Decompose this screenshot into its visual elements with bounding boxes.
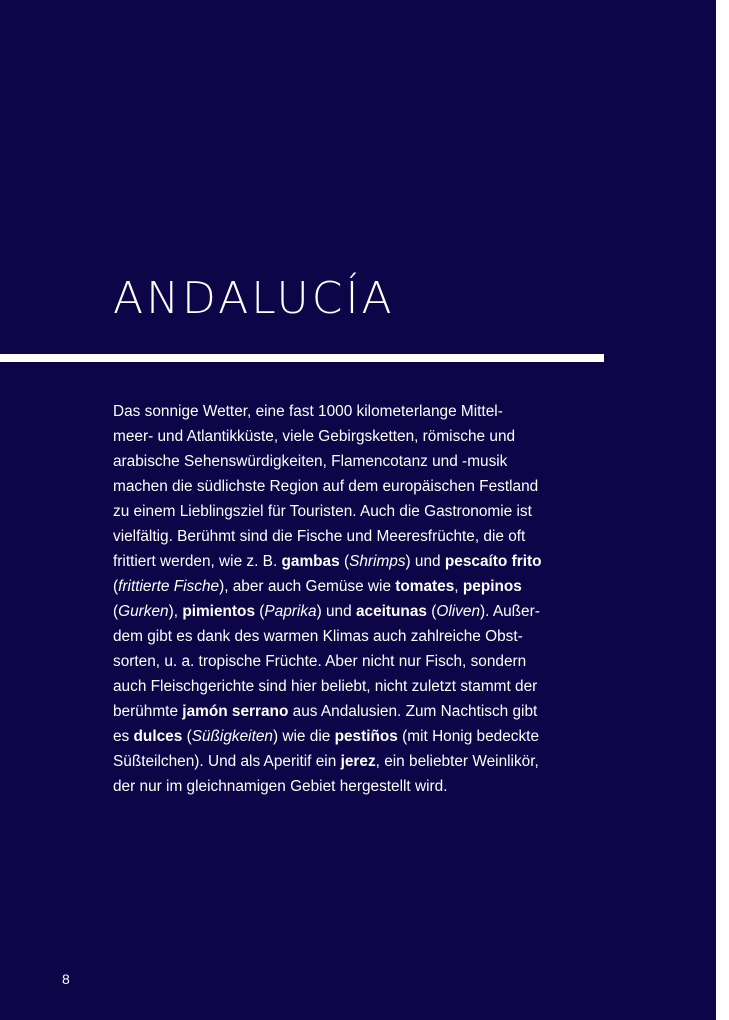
text-segment: aus Andalusien. Zum Nachtisch gibt bbox=[288, 703, 538, 720]
text-segment: ), aber auch Gemüse wie bbox=[219, 578, 396, 595]
body-line bbox=[113, 674, 613, 699]
bold-term: jerez bbox=[340, 753, 376, 770]
text-segment: es bbox=[113, 728, 134, 745]
bold-term: jamón serrano bbox=[182, 703, 289, 720]
text-segment: zu einem Lieblingsziel für Touristen. Auch die Gastronomie ist bbox=[113, 503, 532, 520]
text-segment: dem gibt es dank des warmen Klimas auch zahlreiche Obst- bbox=[113, 628, 523, 645]
page-title: ANDALUCÍA bbox=[113, 273, 395, 324]
text-segment: berühmte bbox=[113, 703, 183, 720]
text-segment: ) und bbox=[405, 553, 445, 570]
text-segment: (mit Honig bedeckte bbox=[397, 728, 540, 745]
text-segment: frittiert werden, wie z. B. bbox=[113, 553, 282, 570]
body-line bbox=[113, 524, 613, 549]
bold-term: pescaíto frito bbox=[444, 553, 542, 570]
title-divider bbox=[0, 354, 604, 362]
text-segment: ). Außer- bbox=[480, 603, 540, 620]
text-segment: ( bbox=[113, 578, 119, 595]
bold-term: tomates bbox=[395, 578, 455, 595]
italic-translation: Oliven bbox=[436, 603, 480, 620]
italic-translation: Paprika bbox=[264, 603, 317, 620]
italic-translation: Süßigkeiten bbox=[191, 728, 273, 745]
body-line bbox=[113, 399, 613, 424]
bold-term: pimientos bbox=[182, 603, 255, 620]
italic-translation: frittierte Fische bbox=[118, 578, 220, 595]
body-line bbox=[113, 424, 613, 449]
text-segment: ( bbox=[426, 603, 437, 620]
italic-translation: Gurken bbox=[118, 603, 169, 620]
text-segment: auch Fleischgerichte sind hier beliebt, nicht zuletzt stammt der bbox=[113, 678, 538, 695]
text-segment: ( bbox=[182, 728, 192, 745]
bold-term: aceitunas bbox=[355, 603, 427, 620]
text-segment: Das sonnige Wetter, eine fast 1000 kilometerlange Mittel- bbox=[113, 403, 503, 420]
text-segment: der nur im gleichnamigen Gebiet hergestellt wird. bbox=[113, 778, 448, 795]
body-line bbox=[113, 499, 613, 524]
text-segment: vielfältig. Berühmt sind die Fische und Meeresfrüchte, die oft bbox=[113, 528, 526, 545]
body-line bbox=[113, 574, 613, 599]
body-line bbox=[113, 474, 613, 499]
text-segment: machen die südlichste Region auf dem europäischen Festland bbox=[113, 478, 539, 495]
body-line bbox=[113, 724, 613, 749]
bold-term: pepinos bbox=[462, 578, 522, 595]
text-segment: ( bbox=[113, 603, 119, 620]
bold-term: gambas bbox=[281, 553, 340, 570]
text-segment: , bbox=[454, 578, 463, 595]
text-segment: ) wie die bbox=[272, 728, 335, 745]
text-segment: Süßteilchen). Und als Aperitif ein bbox=[113, 753, 341, 770]
page-number: 8 bbox=[62, 971, 70, 987]
text-segment: ) und bbox=[316, 603, 356, 620]
text-segment: meer- und Atlantikküste, viele Gebirgsketten, römische und bbox=[113, 428, 516, 445]
bold-term: dulces bbox=[133, 728, 183, 745]
text-segment: , ein beliebter Weinlikör, bbox=[375, 753, 539, 770]
body-line bbox=[113, 774, 613, 799]
text-segment: ( bbox=[255, 603, 265, 620]
bold-term: pestiños bbox=[334, 728, 398, 745]
text-segment: arabische Sehenswürdigkeiten, Flamencotanz und -musik bbox=[113, 453, 508, 470]
body-line bbox=[113, 549, 613, 574]
text-segment: sorten, u. a. tropische Früchte. Aber nicht nur Fisch, sondern bbox=[113, 653, 527, 670]
body-line bbox=[113, 649, 613, 674]
italic-translation: Shrimps bbox=[349, 553, 406, 570]
body-line bbox=[113, 449, 613, 474]
body-line bbox=[113, 599, 613, 624]
text-segment: ( bbox=[339, 553, 350, 570]
text-segment: ), bbox=[168, 603, 183, 620]
body-paragraph bbox=[113, 399, 613, 799]
body-line bbox=[113, 749, 613, 774]
body-line bbox=[113, 624, 613, 649]
body-line bbox=[113, 699, 613, 724]
